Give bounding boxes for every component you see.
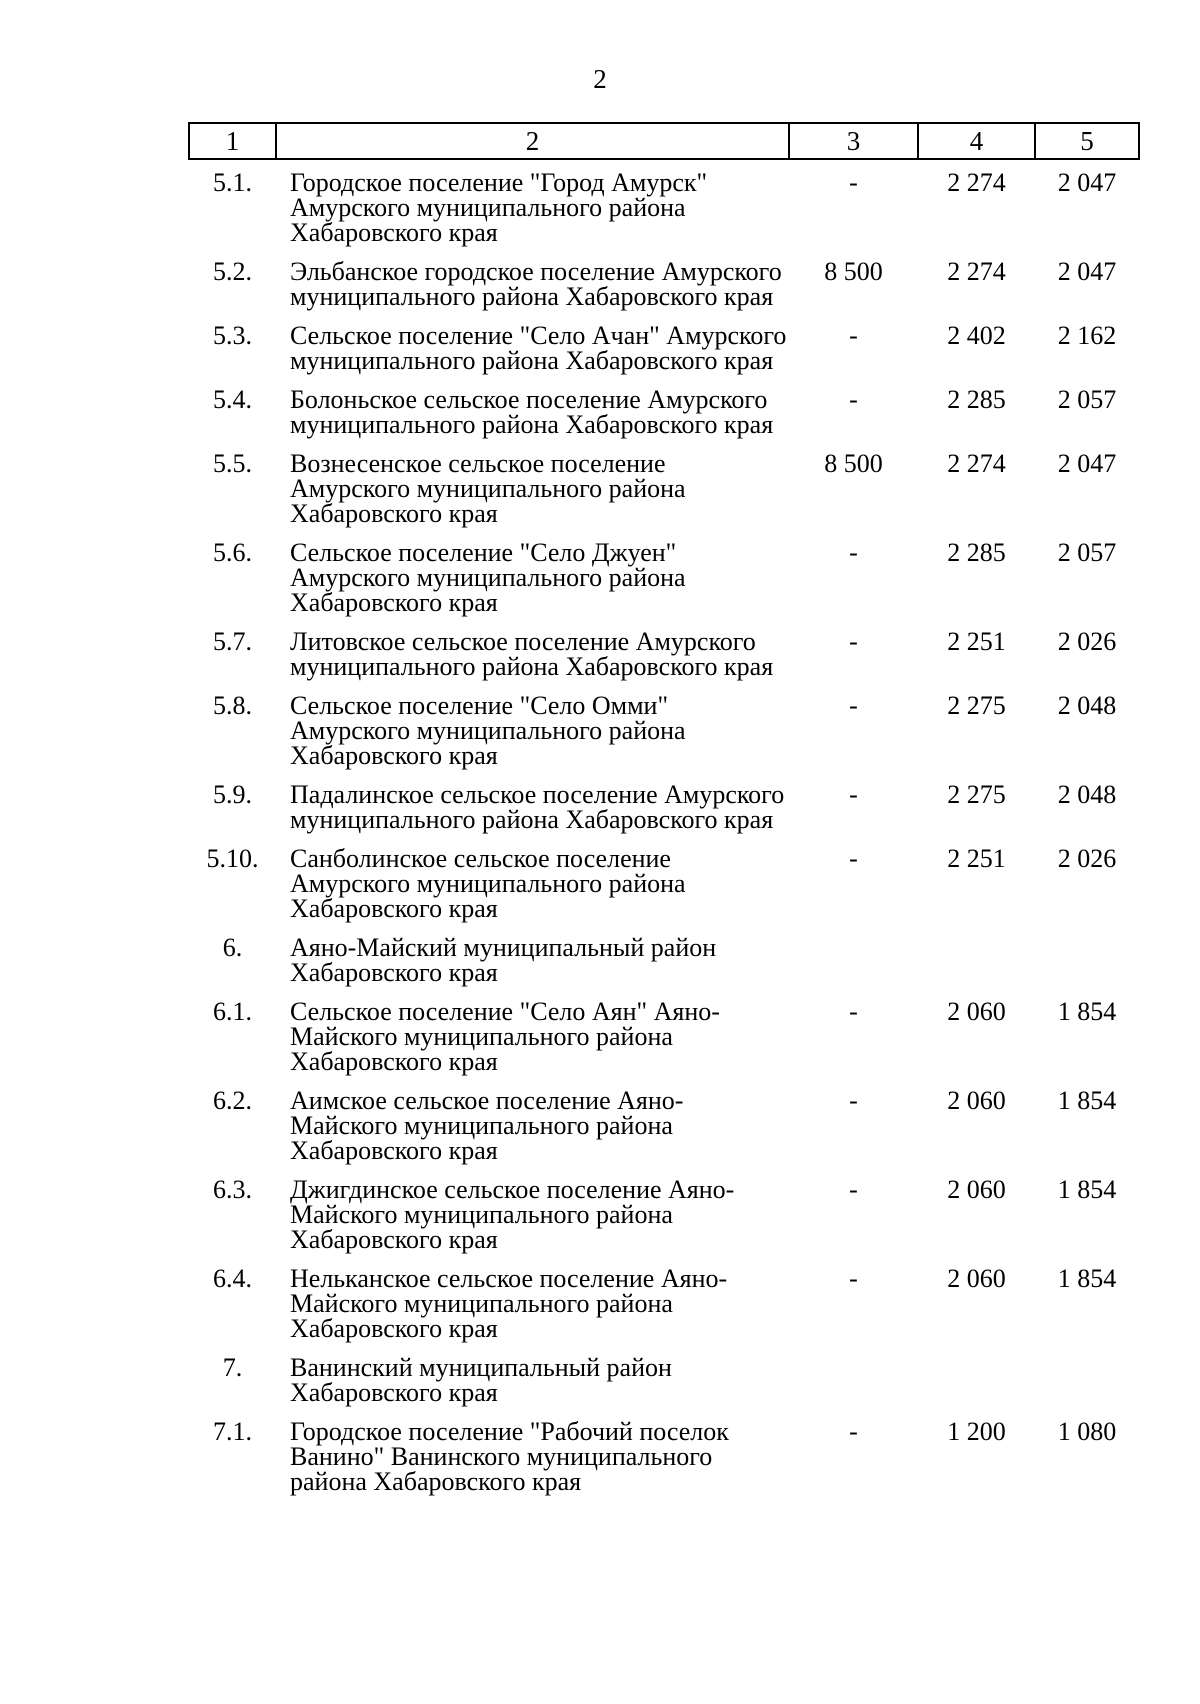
row-col-5: 1 854 — [1057, 1175, 1117, 1204]
table-row — [189, 381, 1139, 445]
row-col-3: 8 500 — [824, 257, 883, 286]
row-name: Аяно-Майский муниципальный район Хабаровского края — [290, 933, 717, 987]
table-row — [189, 993, 1139, 1082]
row-col-5: 2 047 — [1057, 257, 1117, 286]
row-col-5: 2 048 — [1057, 691, 1117, 720]
row-name: Падалинское сельское поселение Амурского муниципального района Хабаровского края — [290, 780, 785, 834]
row-number: 5.5. — [213, 449, 252, 478]
table-row — [189, 1082, 1139, 1171]
table-row — [189, 776, 1139, 840]
table-header — [189, 123, 1139, 159]
row-col-4: 2 275 — [947, 780, 1006, 809]
row-col-3 — [789, 929, 918, 993]
row-name: Нельканское сельское поселение Аяно-Майского муниципального района Хабаровского края — [290, 1264, 728, 1343]
row-col-3: - — [849, 321, 858, 350]
row-number: 5.7. — [213, 627, 252, 656]
table-row — [189, 1260, 1139, 1349]
row-col-5: 2 057 — [1057, 538, 1117, 567]
row-number: 5.10. — [206, 844, 259, 873]
row-col-4: 1 200 — [947, 1417, 1006, 1446]
header-col-2: 2 — [276, 123, 789, 159]
row-col-3: - — [849, 538, 858, 567]
row-col-3: - — [849, 997, 858, 1026]
row-col-3: - — [849, 385, 858, 414]
row-number: 6.4. — [213, 1264, 252, 1293]
table-row — [189, 1349, 1139, 1413]
row-number: 5.2. — [213, 257, 252, 286]
row-name: Городское поселение "Город Амурск" Амурского муниципального района Хабаровского края — [290, 168, 708, 247]
row-col-5: 2 047 — [1057, 168, 1117, 197]
row-name: Эльбанское городское поселение Амурского муниципального района Хабаровского края — [290, 257, 782, 311]
row-col-5: 2 057 — [1057, 385, 1117, 414]
table-row — [189, 317, 1139, 381]
row-col-4 — [918, 929, 1035, 993]
row-name: Болоньское сельское поселение Амурского муниципального района Хабаровского края — [290, 385, 774, 439]
row-col-3 — [789, 1349, 918, 1413]
row-number: 6.3. — [213, 1175, 252, 1204]
row-col-3: - — [849, 844, 858, 873]
row-col-3: - — [849, 780, 858, 809]
row-name: Санболинское сельское поселение Амурского муниципального района Хабаровского края — [290, 844, 686, 923]
row-col-3: - — [849, 1175, 858, 1204]
table-row — [189, 840, 1139, 929]
row-col-3: - — [849, 627, 858, 656]
row-col-3: - — [849, 1417, 858, 1446]
table-row — [189, 253, 1139, 317]
row-number: 5.6. — [213, 538, 252, 567]
row-col-4: 2 251 — [947, 844, 1006, 873]
table-row — [189, 159, 1139, 253]
row-number: 6.1. — [213, 997, 252, 1026]
header-col-3: 3 — [789, 123, 918, 159]
row-number: 5.1. — [213, 168, 252, 197]
row-name: Вознесенское сельское поселение Амурского муниципального района Хабаровского края — [290, 449, 686, 528]
header-col-4: 4 — [918, 123, 1035, 159]
row-number: 7. — [222, 1353, 243, 1382]
row-number: 6. — [222, 933, 243, 962]
row-col-3: - — [849, 1086, 858, 1115]
row-name: Сельское поселение "Село Джуен" Амурского муниципального района Хабаровского края — [290, 538, 686, 617]
row-number: 5.8. — [213, 691, 252, 720]
row-col-3: - — [849, 691, 858, 720]
table-row — [189, 534, 1139, 623]
row-number: 5.9. — [213, 780, 252, 809]
table-row — [189, 929, 1139, 993]
row-col-5: 2 026 — [1057, 844, 1117, 873]
row-col-3: 8 500 — [824, 449, 883, 478]
row-col-5: 2 162 — [1057, 321, 1117, 350]
row-name: Литовское сельское поселение Амурского муниципального района Хабаровского края — [290, 627, 774, 681]
row-col-4 — [918, 1349, 1035, 1413]
row-col-5: 2 026 — [1057, 627, 1117, 656]
row-col-4: 2 274 — [947, 257, 1006, 286]
row-col-4: 2 285 — [947, 385, 1006, 414]
row-number: 7.1. — [213, 1417, 252, 1446]
row-name: Сельское поселение "Село Аян" Аяно-Майского муниципального района Хабаровского края — [290, 997, 720, 1076]
row-name: Сельское поселение "Село Омми" Амурского муниципального района Хабаровского края — [290, 691, 686, 770]
row-col-4: 2 274 — [947, 449, 1006, 478]
row-col-4: 2 251 — [947, 627, 1006, 656]
table-row — [189, 623, 1139, 687]
row-number: 5.3. — [213, 321, 252, 350]
header-col-1: 1 — [189, 123, 276, 159]
row-col-4: 2 060 — [947, 1264, 1006, 1293]
row-col-3: - — [849, 168, 858, 197]
row-col-4: 2 285 — [947, 538, 1006, 567]
table-row — [189, 445, 1139, 534]
row-col-4: 2 402 — [947, 321, 1006, 350]
row-col-3: - — [849, 1264, 858, 1293]
row-name: Ванинский муниципальный район Хабаровского края — [290, 1353, 672, 1407]
row-col-4: 2 275 — [947, 691, 1006, 720]
row-col-4: 2 060 — [947, 1175, 1006, 1204]
table-body — [189, 159, 1139, 1502]
row-col-5 — [1035, 1349, 1139, 1413]
row-col-5: 1 854 — [1057, 1086, 1117, 1115]
row-col-5: 1 854 — [1057, 997, 1117, 1026]
header-col-5: 5 — [1035, 123, 1139, 159]
row-col-5: 2 048 — [1057, 780, 1117, 809]
row-name: Аимское сельское поселение Аяно-Майского муниципального района Хабаровского края — [290, 1086, 684, 1165]
row-col-5: 1 080 — [1057, 1417, 1117, 1446]
row-col-5 — [1035, 929, 1139, 993]
row-name: Джигдинское сельское поселение Аяно-Майского муниципального района Хабаровского края — [290, 1175, 735, 1254]
table-row — [189, 1413, 1139, 1502]
row-number: 5.4. — [213, 385, 252, 414]
row-col-4: 2 060 — [947, 1086, 1006, 1115]
row-name: Сельское поселение "Село Ачан" Амурского муниципального района Хабаровского края — [290, 321, 787, 375]
row-name: Городское поселение "Рабочий поселок Ванино" Ванинского муниципального района Хабаровского края — [290, 1417, 729, 1496]
row-col-4: 2 274 — [947, 168, 1006, 197]
row-col-4: 2 060 — [947, 997, 1006, 1026]
row-col-5: 1 854 — [1057, 1264, 1117, 1293]
row-number: 6.2. — [213, 1086, 252, 1115]
table-row — [189, 687, 1139, 776]
allocation-table — [188, 122, 1140, 1502]
page-number: 2 — [593, 64, 607, 94]
table-row — [189, 1171, 1139, 1260]
row-col-5: 2 047 — [1057, 449, 1117, 478]
